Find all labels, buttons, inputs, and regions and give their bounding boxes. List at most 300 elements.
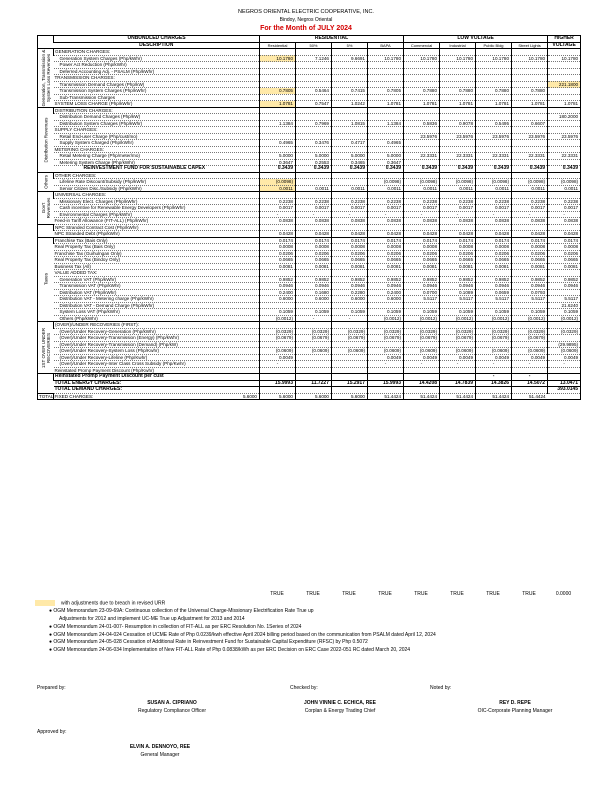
side-label-govt: Gov't Revenues (38, 192, 54, 225)
rate-cell: (0.0329) (260, 328, 296, 335)
rate-cell: 0.2238 (476, 198, 512, 205)
rate-cell: 0.3439 (548, 166, 581, 173)
rate-cell: (0.0609) (440, 348, 476, 355)
rate-cell: 0.0011 (404, 185, 440, 192)
rate-cell: (0.0012) (404, 315, 440, 322)
rate-cell: 0.2280 (332, 289, 368, 296)
rate-cell: (0.0098) (512, 179, 548, 186)
rate-cell: 0.0049 (404, 354, 440, 361)
row-label: Others (Php/kWhr) (54, 315, 260, 322)
row-label: Distribution System Charges (Php/kWhr) (54, 120, 260, 127)
rate-cell: 0.2238 (368, 198, 404, 205)
rate-cell: 0.3439 (476, 166, 512, 173)
row-label: UNIVERSAL CHARGES: (54, 192, 260, 199)
rate-cell: (0.0679) (476, 335, 512, 342)
rate-cell: (0.0012) (476, 315, 512, 322)
approved-title: General Manager (140, 752, 180, 758)
rate-cell: 0.9852 (368, 276, 404, 283)
rate-cell: 1.0781 (476, 101, 512, 108)
rate-cell: (0.0679) (512, 335, 548, 342)
true-check-cell: TRUE (522, 591, 536, 597)
rate-cell: 15.9993 (260, 380, 296, 387)
rate-cell: - (548, 361, 581, 368)
rate-cell: 5.0000 (296, 153, 332, 160)
rate-cell: (0.0098) (476, 179, 512, 186)
prepared-name: SUSAN A. CIPRIANO (147, 700, 197, 706)
rate-cell: 0.1059 (332, 309, 368, 316)
rate-cell: - (260, 361, 296, 368)
row-label: SYSTEM LOSS CHARGE (Php/kWhr) (54, 101, 260, 108)
side-label-generation: Generation, Transmission & System Loss Revenues (38, 49, 54, 108)
rate-cell: 0.7547 (296, 101, 332, 108)
rate-cell: 0.0428 (440, 231, 476, 238)
rate-cell: 22.3331 (404, 153, 440, 160)
rate-cell: (0.0609) (476, 348, 512, 355)
rate-cell: 0.1059 (440, 309, 476, 316)
row-label: Reinstated Promp Payment Discount per cust (54, 374, 260, 381)
rate-cell: 15.2917 (332, 380, 368, 387)
rate-cell: 0.0081 (404, 263, 440, 270)
rate-cell: 0.3647 (260, 159, 296, 166)
rate-cell: - (548, 211, 581, 218)
rate-cell: 0.0011 (296, 185, 332, 192)
row-label: Franchise Tax (Bais Only) (54, 237, 260, 244)
row-label: Real Property Tax (Bais Only) (54, 244, 260, 251)
rate-cell: (0.0098) (404, 179, 440, 186)
rate-cell: 9.6691 (332, 55, 368, 62)
rate-cell: 0.0838 (440, 218, 476, 225)
rate-cell: 51.4424 (404, 393, 440, 400)
rate-cell: 0.2400 (368, 289, 404, 296)
rate-cell: 0.0428 (260, 231, 296, 238)
rate-cell: 0.0174 (512, 237, 548, 244)
row-label: Transmission System Charges (Php/kWhr) (54, 88, 260, 95)
rate-cell: 10.1780 (440, 55, 476, 62)
rate-cell: 5.0000 (260, 153, 296, 160)
rate-cell: (0.0012) (368, 315, 404, 322)
row-label: Business Tax (All) (54, 263, 260, 270)
rate-cell: (0.0098) (260, 179, 296, 186)
header-voltage: VOLTAGE (548, 42, 581, 49)
rate-cell: 0.0838 (296, 218, 332, 225)
rate-cell: 0.7969 (296, 120, 332, 127)
rate-cell: 0.6607 (512, 120, 548, 127)
rate-cell: 0.2238 (404, 198, 440, 205)
rate-cell: - (260, 211, 296, 218)
rate-cell: 0.0008 (260, 244, 296, 251)
rate-cell: 1.0781 (368, 101, 404, 108)
row-label: Retail Metering Charge (Php/meter/mo) (54, 153, 260, 160)
company-address: Bindoy, Negros Oriental (279, 17, 333, 23)
rate-cell: 0.0206 (404, 250, 440, 257)
rate-cell: 10.1780 (476, 55, 512, 62)
rate-cell: 22.3331 (512, 153, 548, 160)
rate-cell: 5.6000 (296, 393, 332, 400)
noted-label: Noted by: (430, 685, 452, 691)
rate-cell: 22.3331 (476, 153, 512, 160)
rate-cell: 0.4965 (368, 140, 404, 147)
rate-cell: 0.0665 (296, 257, 332, 264)
rate-cell: 0.1059 (548, 309, 581, 316)
rate-cell: 0.4965 (260, 140, 296, 147)
side-label-others: Others (38, 172, 54, 192)
rate-cell: 0.0174 (548, 237, 581, 244)
rate-cell: 0.0011 (548, 185, 581, 192)
row-label: DISTRIBUTION CHARGES: (54, 107, 260, 114)
rate-cell: 0.9852 (512, 276, 548, 283)
rate-cell: 0.0206 (512, 250, 548, 257)
rate-cell: 0.0665 (404, 257, 440, 264)
approved-name: ELVIN A. DENNOYO, REE (129, 744, 191, 750)
note-item: ● OGM Memorandum 24-06-034 Implementation of New FIT-ALL Rate of Php 0.0838/kWh as per ERC Decision on ERC Case 2022-051 RC dated March 20, 2024 (49, 647, 411, 654)
rate-cell: 0.0946 (260, 283, 296, 290)
rate-cell: (0.0609) (548, 348, 581, 355)
rate-cell: - (476, 211, 512, 218)
rate-cell: - (404, 361, 440, 368)
true-check-cell: TRUE (378, 591, 392, 597)
rate-cell: (0.0609) (512, 348, 548, 355)
rate-cell: 0.3465 (332, 159, 368, 166)
rate-cell: 23.5976 (440, 133, 476, 140)
rate-cell: 0.0049 (548, 354, 581, 361)
rate-cell: 0.0081 (332, 263, 368, 270)
rate-cell: 0.7880 (476, 88, 512, 95)
rate-cell: 0.0838 (404, 218, 440, 225)
rate-cell: 0.3476 (296, 140, 332, 147)
rate-cell: 0.0081 (476, 263, 512, 270)
checked-name: JOHN VINNIE C. ECHICA, REE (304, 700, 376, 706)
row-label: REINVESTMENT FUND FOR SUSTAINABLE CAPEX (54, 166, 260, 173)
rate-cell: 0.5464 (296, 88, 332, 95)
rate-cell: 0.1059 (296, 309, 332, 316)
row-label: Environmental Charges (Php/kWhr) (54, 211, 260, 218)
note-item: Adjustments for 2012 and implement UC-ME True up Adjustment for 2013 and 2014 (59, 615, 245, 622)
rate-cell: 0.9078 (440, 120, 476, 127)
rate-cell: 5.5117 (548, 296, 581, 303)
side-label-recoveries: 1ST OVER UNDER RECOVERIES (38, 322, 54, 374)
rate-cell: 0.0017 (548, 205, 581, 212)
rate-cell: (0.0329) (368, 328, 404, 335)
true-check-cell: 0.0000 (555, 591, 572, 597)
rate-cell: 0.0049 (368, 354, 404, 361)
rate-cell: 0.7805 (368, 88, 404, 95)
rate-cell: 0.0017 (332, 205, 368, 212)
header-unbundled: UNBUNDLED CHARGES (54, 36, 260, 43)
rate-cell: - (368, 361, 404, 368)
rate-cell: 0.0174 (332, 237, 368, 244)
rate-cell: 14.5072 (512, 380, 548, 387)
subcol-residential: Residential (260, 42, 296, 49)
true-check-cell: TRUE (306, 591, 320, 597)
rate-cell: 0.0206 (332, 250, 368, 257)
side-label-blank (38, 224, 54, 237)
rate-cell: 51.4424 (368, 393, 404, 400)
row-label: SUPPLY CHARGES: (54, 127, 260, 134)
rate-cell: 5.5117 (512, 296, 548, 303)
row-label: Power Act Reduction (Php/kWhr) (54, 62, 260, 69)
rate-cell: 5.6000 (260, 393, 296, 400)
rate-cell: 0.0206 (440, 250, 476, 257)
rate-cell: 0.0665 (476, 257, 512, 264)
rate-cell: 0.0008 (332, 244, 368, 251)
rate-cell: (0.0329) (404, 328, 440, 335)
rate-cell: - (512, 361, 548, 368)
rate-cell: 0.0946 (512, 283, 548, 290)
row-label: (Over)/Under Recovery-Inter Class Cross Subsidy (Php/Kwhr) (54, 361, 260, 368)
row-label: Distribution VAT (Php/kWhr) (54, 289, 260, 296)
row-label: VALUE ADDED TAX: (54, 270, 260, 277)
rate-cell: - (440, 361, 476, 368)
rate-cell: 1.0781 (440, 101, 476, 108)
rate-cell: 0.0428 (296, 231, 332, 238)
rate-cell: 0.0081 (440, 263, 476, 270)
highlight-swatch (35, 600, 55, 606)
rate-cell: 0.7880 (404, 88, 440, 95)
rate-cell: 23.5976 (404, 133, 440, 140)
side-label-distribution: Distribution Revenues (38, 107, 54, 172)
row-label: Missionary Elect. Charges (Php/kWhr) (54, 198, 260, 205)
rate-cell: (0.0609) (260, 348, 296, 355)
table-row (38, 393, 581, 400)
row-label: TOTAL ENERGY CHARGES: (54, 380, 260, 387)
rate-cell: (0.0329) (440, 328, 476, 335)
row-label: NPC Stranded Contract Cost (Php/kWhr) (54, 224, 260, 231)
rate-cell: - (296, 315, 332, 322)
rate-cell: 0.9852 (404, 276, 440, 283)
row-label: GENERATION CHARGES: (54, 49, 260, 56)
rate-cell: 0.0011 (512, 185, 548, 192)
checked-block (280, 700, 400, 714)
rate-cell: 0.0838 (332, 218, 368, 225)
rate-cell: 0.0017 (260, 205, 296, 212)
rate-cell: - (332, 315, 368, 322)
rate-cell: 0.6000 (296, 296, 332, 303)
rate-cell: 0.0017 (296, 205, 332, 212)
row-label: Reinstated Promp Payment Discount (Php/Kwhr) (54, 367, 260, 374)
rate-cell: 0.0081 (548, 263, 581, 270)
rate-cell: 0.0008 (548, 244, 581, 251)
rate-cell: 0.0946 (440, 283, 476, 290)
rate-cell: (0.0329) (512, 328, 548, 335)
rate-cell: 5.0000 (332, 153, 368, 160)
header-description: DESCRIPTION (54, 42, 260, 49)
rate-cell: 0.6000 (368, 296, 404, 303)
row-label: Transmission Demand Charges (Php/kW) (54, 81, 260, 88)
company-name: NEGROS ORIENTAL ELECTRIC COOPERATIVE, INC. (238, 9, 374, 15)
rate-cell: 0.3439 (260, 166, 296, 173)
rate-cell: 0.0008 (404, 244, 440, 251)
rate-cell: (0.0329) (296, 328, 332, 335)
rate-cell: 0.0700 (404, 289, 440, 296)
row-label: Generation System Charges (Php/kWhr) (54, 55, 260, 62)
rate-cell: 0.0665 (368, 257, 404, 264)
note-item: ● OGM Memorandum 24-04-024 Cessation of UCME Rate of Php 0.0239/kwh effective April 2024 billing period based on the communication from PSALM dated April 12, 2024 (49, 631, 436, 638)
rate-cell: (0.0679) (368, 335, 404, 342)
row-label: Deferred Accounting Adj. - PSALM (Php/kWhr) (54, 68, 260, 75)
rate-cell: 5.6000 (54, 393, 260, 400)
rate-cell: 1.0781 (548, 101, 581, 108)
rate-cell: 0.0174 (260, 237, 296, 244)
rate-cell: 0.2238 (332, 198, 368, 205)
rate-cell: 10.1780 (404, 55, 440, 62)
header-residential: RESIDENTIAL (260, 36, 404, 43)
rate-cell: 0.0838 (476, 218, 512, 225)
rate-cell: 5.5117 (404, 296, 440, 303)
row-label: Cash incentive for Renewable Energy Developers (Php/kWhr) (54, 205, 260, 212)
rate-cell: 0.3439 (404, 166, 440, 173)
rate-cell: 0.3439 (332, 166, 368, 173)
rate-cell: 0.0008 (476, 244, 512, 251)
rate-cell: 0.0428 (512, 231, 548, 238)
rate-cell: 0.1059 (404, 309, 440, 316)
rate-cell: (0.0609) (296, 348, 332, 355)
rate-cell: 0.0008 (296, 244, 332, 251)
subcol-5: 5% (332, 42, 368, 49)
rate-cell: (0.0329) (332, 328, 368, 335)
rate-cell: 0.0428 (476, 231, 512, 238)
prepared-label: Prepared by: (37, 685, 66, 691)
rate-cell: 0.0206 (548, 250, 581, 257)
rate-cell: 23.5976 (512, 133, 548, 140)
rate-cell: 0.0946 (368, 283, 404, 290)
rate-cell: (0.0679) (332, 335, 368, 342)
rate-cell: 0.3647 (368, 159, 404, 166)
rate-cell: 0.0174 (440, 237, 476, 244)
rate-cell: 1.0781 (512, 101, 548, 108)
rate-cell: 0.3439 (440, 166, 476, 173)
rate-cell: 0.0665 (332, 257, 368, 264)
row-label: Senior Citizen Disc./Subsidy (Php/kWhr) (54, 185, 260, 192)
rate-cell: 0.0946 (548, 283, 581, 290)
row-label: (Over)/Under Recovery-Transmission (Demand) (Php/kW) (54, 341, 260, 348)
rate-cell: 5.5117 (476, 296, 512, 303)
rate-cell: 0.0428 (404, 231, 440, 238)
prepared-title: Regulatory Compliance Officer (138, 708, 206, 714)
rate-cell: - (440, 211, 476, 218)
rate-cell: 0.0946 (296, 283, 332, 290)
rate-cell: 0.9852 (332, 276, 368, 283)
rate-cell: 0.2400 (260, 289, 296, 296)
row-label: Distribution Demand Charges (Php/kW) (54, 114, 260, 121)
rate-cell: 0.5495 (476, 120, 512, 127)
rate-cell: (0.0012) (260, 315, 296, 322)
subcol-public-bldg: Public Bldg (476, 42, 512, 49)
side-label-taxes: Taxes (38, 237, 54, 322)
rate-cell: 23.5976 (548, 133, 581, 140)
rate-cell: 0.0665 (548, 257, 581, 264)
row-label: Feed-in Tariff Allowance (FIT-ALL) (Php/kWhr) (54, 218, 260, 225)
rate-cell: 0.3439 (296, 166, 332, 173)
noted-title: OIC-Corporate Planning Manager (477, 708, 553, 714)
rate-cell: (0.0679) (440, 335, 476, 342)
header-low-voltage: LOW VOLTAGE (404, 36, 548, 43)
rate-cell: 23.5976 (476, 133, 512, 140)
rate-cell: 0.0838 (260, 218, 296, 225)
rate-cell: 0.0011 (440, 185, 476, 192)
rate-cell: 0.0428 (368, 231, 404, 238)
rate-cell: 0.2238 (296, 198, 332, 205)
rate-cell: 0.0049 (260, 354, 296, 361)
rate-cell: 0.0946 (476, 283, 512, 290)
row-label: Franchise Tax (Guihulngan Only) (54, 250, 260, 257)
row-label: Distribution VAT - Demand Charge (Php/kWhr) (54, 302, 260, 309)
rate-cell: 1.1384 (260, 120, 296, 127)
rate-cell: 1.0242 (332, 101, 368, 108)
rate-cell: 14.4208 (404, 380, 440, 387)
rate-cell: 0.1680 (296, 289, 332, 296)
rate-cell: 0.0206 (368, 250, 404, 257)
rate-cell: 0.6000 (332, 296, 368, 303)
rate-cell: - (368, 211, 404, 218)
rate-cell: 0.9852 (476, 276, 512, 283)
rate-cell: 0.0665 (260, 257, 296, 264)
rate-cell: 0.1059 (368, 309, 404, 316)
rate-cell: 0.0049 (476, 354, 512, 361)
row-label: METERING CHARGES: (54, 146, 260, 153)
rate-cell: 0.0174 (368, 237, 404, 244)
rate-cell: 0.7415 (332, 88, 368, 95)
rate-cell: 1.1384 (368, 120, 404, 127)
rate-cell: 0.9852 (440, 276, 476, 283)
rate-cell: - (512, 211, 548, 218)
rate-cell: - (332, 211, 368, 218)
row-label: (OVER)/UNDER RECOVERIES (FIRST): (54, 322, 260, 329)
rate-cell: 0.7880 (512, 88, 548, 95)
rate-cell: 0.0206 (296, 250, 332, 257)
rate-cell: 0.0946 (404, 283, 440, 290)
noted-name: REY D. REPE (499, 700, 531, 706)
rate-cell: 0.2238 (512, 198, 548, 205)
row-label: Sub-Transmission Charges (54, 94, 260, 101)
row-label: Retail End-user Charge (Php/cust/mo) (54, 133, 260, 140)
rate-cell: 0.9852 (260, 276, 296, 283)
row-label: Transmission VAT (Php/kWhr) (54, 283, 260, 290)
subcol-commercial: Commercial (404, 42, 440, 49)
rate-cell: 0.0838 (512, 218, 548, 225)
rate-cell: 10.1780 (368, 55, 404, 62)
rate-cell: 0.0665 (512, 257, 548, 264)
rate-cell: 0.0017 (512, 205, 548, 212)
rate-cell: 10.1780 (512, 55, 548, 62)
row-label: Real Property Tax (Bindoy Only) (54, 257, 260, 264)
rate-cell: 10.1780 (548, 55, 581, 62)
rate-cell: 0.0206 (476, 250, 512, 257)
rate-cell: 0.0017 (440, 205, 476, 212)
rate-cell: 0.3439 (368, 166, 404, 173)
subcol-50: 50% (296, 42, 332, 49)
note-item: ● OGM Memorandum 24-01-007- Resumption in collection of FIT-ALL as per ERC Resolution No. 1Series of 2024 (49, 623, 302, 630)
rate-cell: 0.3439 (512, 166, 548, 173)
true-check-cell: TRUE (450, 591, 464, 597)
rate-cell: 0.1059 (476, 309, 512, 316)
rate-cell: 51.4424 (440, 393, 476, 400)
row-label: (Over)/Under Recovery-System Loss (Php/Kwhr) (54, 348, 260, 355)
rate-cell: 0.0011 (368, 185, 404, 192)
rate-cell: 0.2553 (296, 159, 332, 166)
rate-cell: (0.0098) (548, 179, 581, 186)
checked-label: Checked by: (290, 685, 318, 691)
true-check-cell: TRUE (414, 591, 428, 597)
rate-cell: 221.1800 (548, 81, 581, 88)
rate-cell: 0.9852 (296, 276, 332, 283)
rate-cell: (0.0679) (296, 335, 332, 342)
rate-cell: 1.0815 (332, 120, 368, 127)
rate-cell: 51.4424 (512, 393, 548, 400)
rate-cell: (0.0609) (332, 348, 368, 355)
header-blank (38, 36, 54, 49)
row-label: Supply System Charged (Php/kWhr) (54, 140, 260, 147)
rate-cell: 10.1780 (260, 55, 296, 62)
